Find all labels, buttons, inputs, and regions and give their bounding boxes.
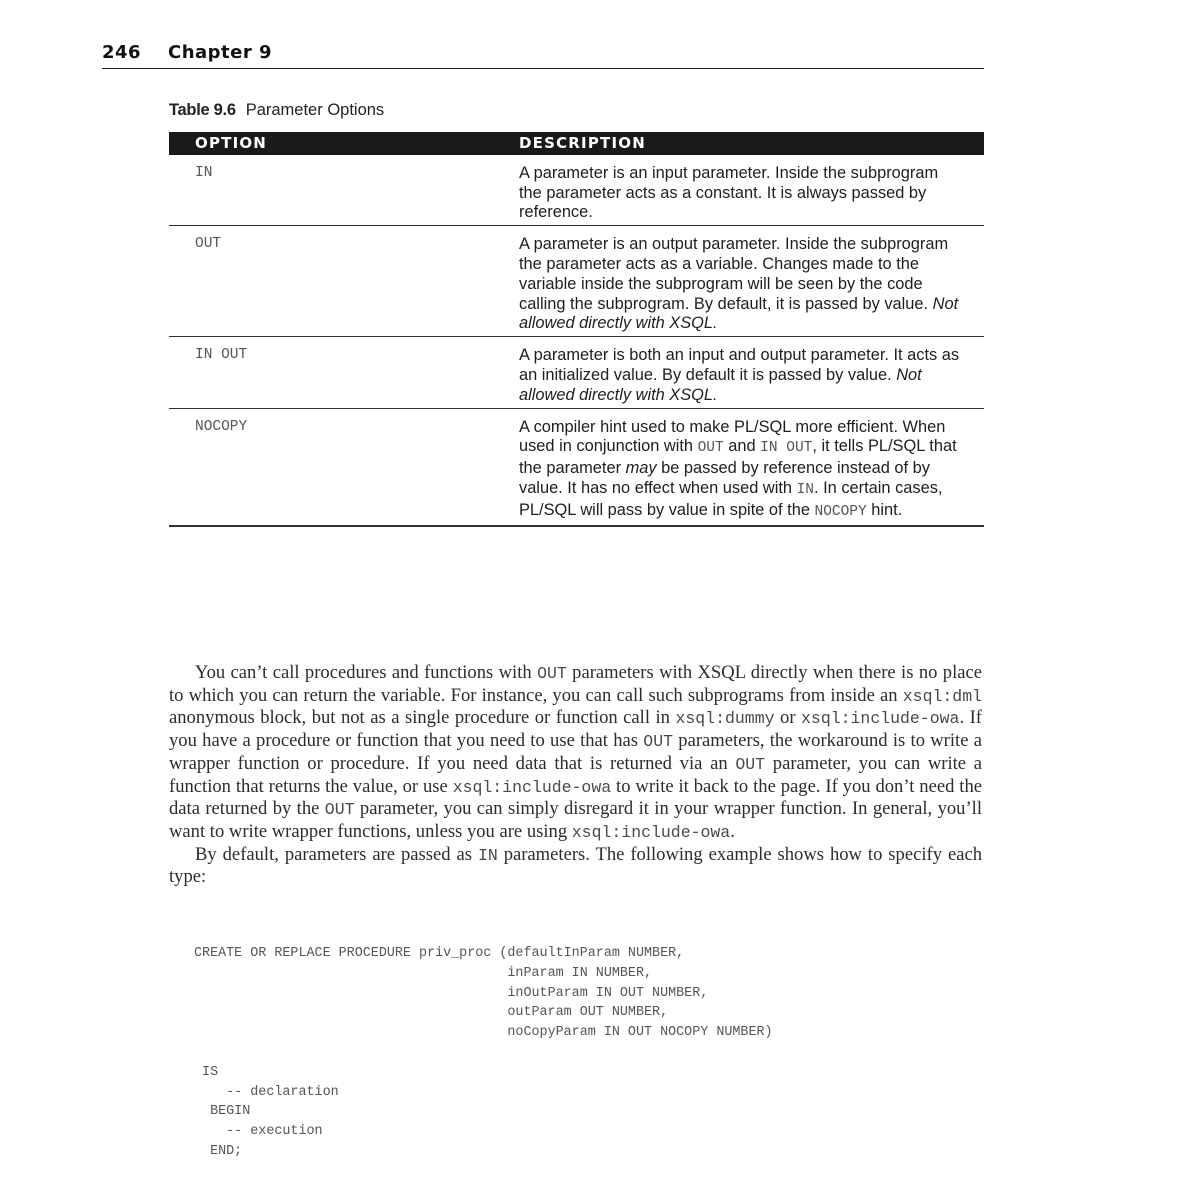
- option-cell: IN: [169, 155, 519, 226]
- description-cell: [519, 226, 984, 337]
- option-cell: IN OUT: [169, 337, 519, 408]
- inline-code: xsql:include-owa: [571, 822, 731, 842]
- text-run: . If you have a procedure or function that you need to use that has: [169, 707, 982, 752]
- column-header-description: DESCRIPTION: [519, 132, 984, 155]
- description-text: A parameter is both an input and output parameter. It acts as an initialized value. By default it is passed by value.: [519, 346, 960, 384]
- option-cell: OUT: [169, 226, 519, 337]
- text-run: parameters. The following example shows how to specify each type:: [169, 843, 982, 888]
- inline-code: OUT: [697, 440, 724, 457]
- paragraph: [169, 662, 982, 844]
- inline-code: OUT: [735, 754, 766, 774]
- text-run: parameters with XSQL directly when there is no place to which you can return the variable. For instance, you can call such subprograms from inside an: [169, 662, 982, 706]
- table-row: [169, 408, 984, 525]
- code-listing: CREATE OR REPLACE PROCEDURE priv_proc (defaultInParam NUMBER, inParam IN NUMBER, inOutParam IN OUT NUMBER, outParam OUT NUMBER, noCopyParam IN OUT NOCOPY NUMBER) IS -- declaration BEGIN -- execution END;: [194, 946, 773, 1159]
- description-cell: [519, 337, 984, 408]
- text-run: anonymous block, but not as a single procedure or function call in: [169, 707, 676, 729]
- inline-code: xsql:dummy: [675, 709, 775, 729]
- inline-code: IN OUT: [760, 440, 813, 457]
- text-run: parameter, you can simply disregard it in your wrapper function. In general, you’ll want to write wrapper functions, unless you are using: [169, 798, 982, 842]
- body-text: [169, 662, 982, 888]
- table-title: Parameter Options: [245, 101, 385, 119]
- description-cell: [519, 155, 984, 226]
- description-text: A parameter is an input parameter. Inside the subprogram the parameter acts as a constant. It is always passed by reference.: [519, 163, 939, 222]
- description-text: A parameter is an output parameter. Inside the subprogram the parameter acts as a variable. Changes made to the variable inside the subprogram will be seen by the code calling the subprogram. By default, it is passed by value.: [519, 235, 949, 313]
- description-text: be passed by reference instead of by value. It has no effect when used with: [519, 459, 930, 497]
- description-text: hint.: [866, 500, 903, 519]
- description-text: A compiler hint used to make PL/SQL more efficient. When used in conjunction with: [519, 417, 946, 456]
- text-run: parameter, you can write a function that returns the value, or use: [169, 752, 983, 797]
- table-row: [169, 155, 984, 226]
- inline-code: OUT: [643, 732, 674, 752]
- text-run: .: [730, 820, 735, 842]
- paragraph: [169, 844, 982, 888]
- text-run: or: [774, 707, 802, 729]
- parameter-options-table: [169, 132, 984, 527]
- table-caption: [169, 101, 384, 120]
- description-text: and: [723, 437, 761, 456]
- description-emphasis: may: [625, 459, 657, 478]
- column-header-option: OPTION: [169, 132, 519, 155]
- option-cell: NOCOPY: [169, 408, 519, 525]
- description-text: . In certain cases, PL/SQL will pass by value in spite of the: [519, 478, 943, 519]
- inline-code: OUT: [537, 664, 567, 683]
- inline-code: xsql:include-owa: [452, 777, 612, 797]
- table-header-row: [169, 132, 984, 155]
- text-run: By default, parameters are passed as: [195, 843, 478, 865]
- description-note: Not allowed directly with XSQL.: [519, 294, 959, 333]
- text-run: You can’t call procedures and functions with: [195, 662, 538, 683]
- text-run: to write it back to the page. If you don’t need the data returned by the: [169, 775, 982, 820]
- inline-code: IN: [477, 845, 498, 865]
- inline-code: OUT: [324, 800, 355, 820]
- description-text: , it tells PL/SQL that the parameter: [519, 437, 957, 478]
- page-number: 246: [102, 42, 142, 63]
- table-row: [169, 337, 984, 408]
- text-run: parameters, the workaround is to write a wrapper function or procedure. If you need data that is returned via an: [169, 730, 982, 774]
- inline-code: IN: [796, 481, 815, 498]
- description-note: Not allowed directly with XSQL.: [519, 365, 922, 404]
- inline-code: xsql:dml: [902, 686, 982, 706]
- running-header: [102, 42, 984, 69]
- description-cell: [519, 408, 984, 525]
- table-label: Table 9.6: [169, 101, 236, 119]
- chapter-title: Chapter 9: [168, 42, 273, 63]
- inline-code: NOCOPY: [814, 503, 867, 520]
- table-row: [169, 226, 984, 337]
- inline-code: xsql:include-owa: [801, 709, 960, 729]
